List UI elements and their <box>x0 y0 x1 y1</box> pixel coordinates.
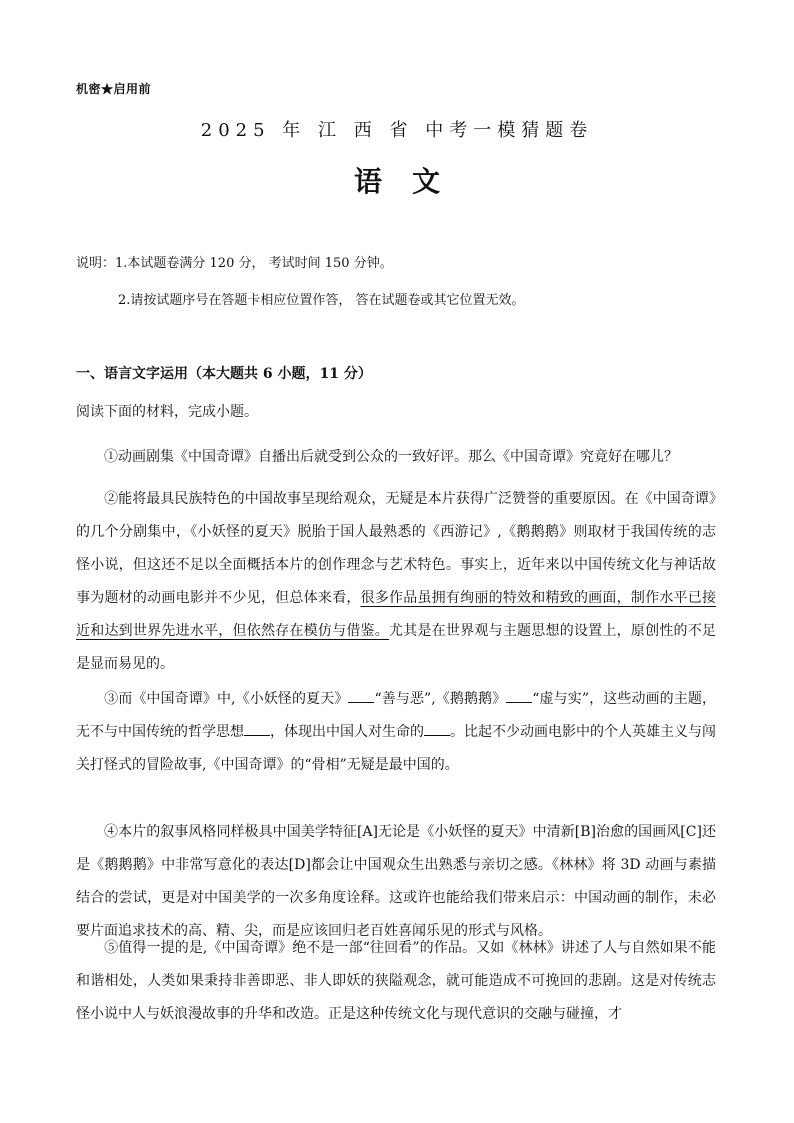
fill-blank-1 <box>348 688 374 703</box>
paragraph-3-text-b: “善与恶”,《鹅鹅鹅》 <box>374 691 507 707</box>
fill-blank-4 <box>424 721 450 736</box>
paragraph-2-text-a: ②能将最具民族特色的中国故事呈现给观众，无疑是本片获得广泛赞誉的重要原因。在《中国奇谭》的几个分剧集中，《小妖怪的夏天》脱胎于国人最熟悉的《西游记》,《鹅鹅鹅》则取材于我国传统的志怪小说，但这还不足以全面概括本片的创作理念与艺术特色。事实上，近年来以中国传统文化与神话故事为题材的动画电影并不少见，但总体来看， <box>76 491 716 606</box>
instructions-line-1: 说明：1.本试题卷满分 120 分， 考试时间 150 分钟。 <box>76 256 393 271</box>
paragraph-3-text-d: ，体现出中国人对生命的 <box>270 724 424 740</box>
exam-title: 2025 年 江 西 省 中考一模猜题卷 <box>200 120 594 141</box>
instructions-line-2: 2.请按试题序号在答题卡相应位置作答， 答在试题卷或其它位置无效。 <box>118 293 525 308</box>
paragraph-3-text-e: 。比起不少动画电影中的个人英雄主义与闯关打怪式的冒险故事,《中国奇谭》的“骨相”无疑是最中国的。 <box>76 724 716 773</box>
paragraph-5-text: ⑤值得一提的是,《中国奇谭》绝不是一部“往回看”的作品。又如《林林》讲述了人与自然如果不能和谐相处，人类如果秉持非善即恶、非人即妖的狭隘观念，就可能造成不可挽回的悲剧。这是对传统志怪小说中人与妖浪漫故事的升华和改造。正是这种传统文化与现代意识的交融与碰撞，才 <box>76 940 716 1022</box>
fill-blank-3 <box>244 721 270 736</box>
paragraph-4-text: ④本片的叙事风格同样极具中国美学特征[A]无论是《小妖怪的夏天》中清新[B]治愈的国画风[C]还是《鹅鹅鹅》中非常写意化的表达[D]都会让中国观众生出熟悉与亲切之感。《林林》将 3D 动画与素描结合的尝试，更是对中国美学的一次多角度诠释。这或许也能给我们带来启示：中国动画的制作，未必要片面追求技术的高、精、尖，而是应该回归老百姓喜闻乐见的形式与风格。 <box>76 824 716 939</box>
paragraph-2 <box>76 483 716 681</box>
paragraph-2-text-b: 尤其是在世界观与主题思想的设置上，原创性的不足是显而易见的。 <box>76 623 716 672</box>
section-heading: 一、语言文字运用（本大题共 6 小题，11 分） <box>76 366 372 382</box>
paragraph-3 <box>76 683 716 782</box>
reading-instruction: 阅读下面的材料，完成小题。 <box>76 404 258 420</box>
paragraph-4 <box>76 816 716 948</box>
subject-title: 语文 <box>353 165 470 198</box>
fill-blank-2 <box>506 688 532 703</box>
paragraph-5 <box>76 932 716 1031</box>
paragraph-3-text-c: “虚与实”，这些动画的主题，无不与中国传统的哲学思想 <box>76 691 716 740</box>
paragraph-1-text: ①动画剧集《中国奇谭》自播出后就受到公众的一致好评。那么《中国奇谭》究竟好在哪儿？ <box>104 449 678 465</box>
paragraph-3-text-a: ③而《中国奇谭》中,《小妖怪的夏天》 <box>104 691 349 707</box>
underlined-sentence: 很多作品虽拥有绚丽的特效和精致的画面，制作水平已接近和达到世界先进水平，但依然存在模仿与借鉴。 <box>76 590 717 639</box>
confidential-label: 机密★启用前 <box>76 82 152 96</box>
paragraph-1 <box>76 441 716 474</box>
